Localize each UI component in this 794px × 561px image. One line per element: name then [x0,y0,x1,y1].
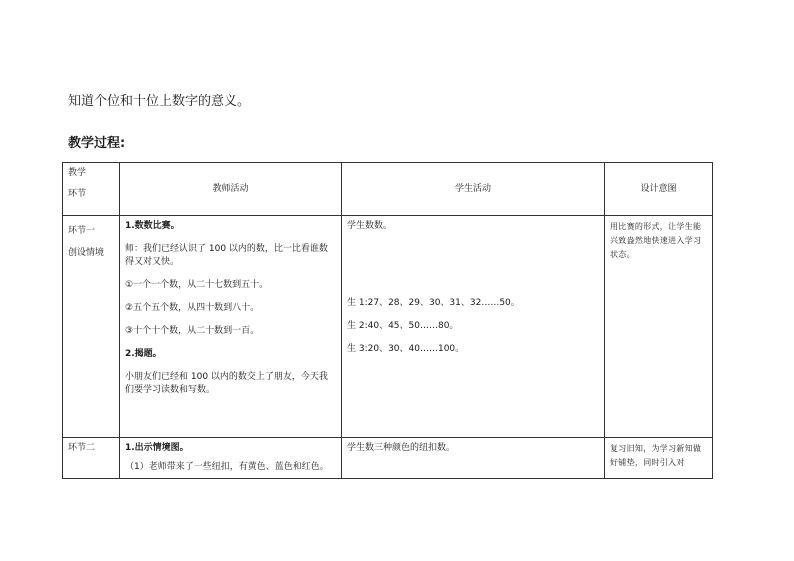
header-design: 设计意图 [605,163,713,216]
row1-student-line: 生 3:20、30、40……100。 [347,344,465,354]
row1-stage-line2: 创设情境 [68,248,105,258]
lesson-table [62,162,713,479]
row2-design: 复习旧知，为学习新知做好铺垫，同时引入对 [605,438,713,479]
section-heading: 教学过程: [68,136,126,151]
intro-text: 知道个位和十位上数字的意义。 [68,94,251,109]
header-stage [63,163,120,216]
row2-student: 学生数三种颜色的纽扣数。 [342,438,605,479]
row1-teacher [120,216,342,438]
table-row [63,216,713,438]
header-stage-line1: 教学 [68,168,87,178]
header-stage-line2: 环节 [68,189,87,199]
row2-teacher-line: （1）老师带来了一些纽扣，有黄色、蓝色和红色。 [125,462,329,472]
row1-teacher-line: ②五个五个数，从四十数到八十。 [125,303,260,313]
row1-student [342,216,605,438]
row1-teacher-line: 小朋友们已经和 100 以内的数交上了朋友，今天我们要学习读数和写数。 [125,372,328,395]
row1-teacher-line: ③十个十个数，从二十数到一百。 [125,326,260,336]
row1-design: 用比赛的形式，让学生能兴致盎然地快速进入学习状态。 [605,216,713,438]
row1-stage [63,216,120,438]
row2-teacher-line: 1.出示情境图。 [125,443,189,453]
row2-stage: 环节二 [63,438,120,479]
row1-teacher-line: ①一个一个数，从二十七数到五十。 [125,280,269,290]
row2-teacher [120,438,342,479]
header-student: 学生活动 [342,163,605,216]
row1-teacher-line: 2.揭题。 [125,349,162,359]
table-header-row [63,163,713,216]
row1-stage-line1: 环节一 [68,226,96,236]
row1-teacher-line: 师：我们已经认识了 100 以内的数，比一比看谁数得又对又快。 [125,244,328,267]
row1-student-line: 生 1:27、28、29、30、31、32……50。 [347,298,520,308]
header-teacher: 教师活动 [120,163,342,216]
row1-teacher-line: 1.数数比赛。 [125,221,180,231]
row1-student-line: 生 2:40、45、50……80。 [347,321,459,331]
table-row [63,438,713,479]
row1-student-line: 学生数数。 [347,221,393,231]
